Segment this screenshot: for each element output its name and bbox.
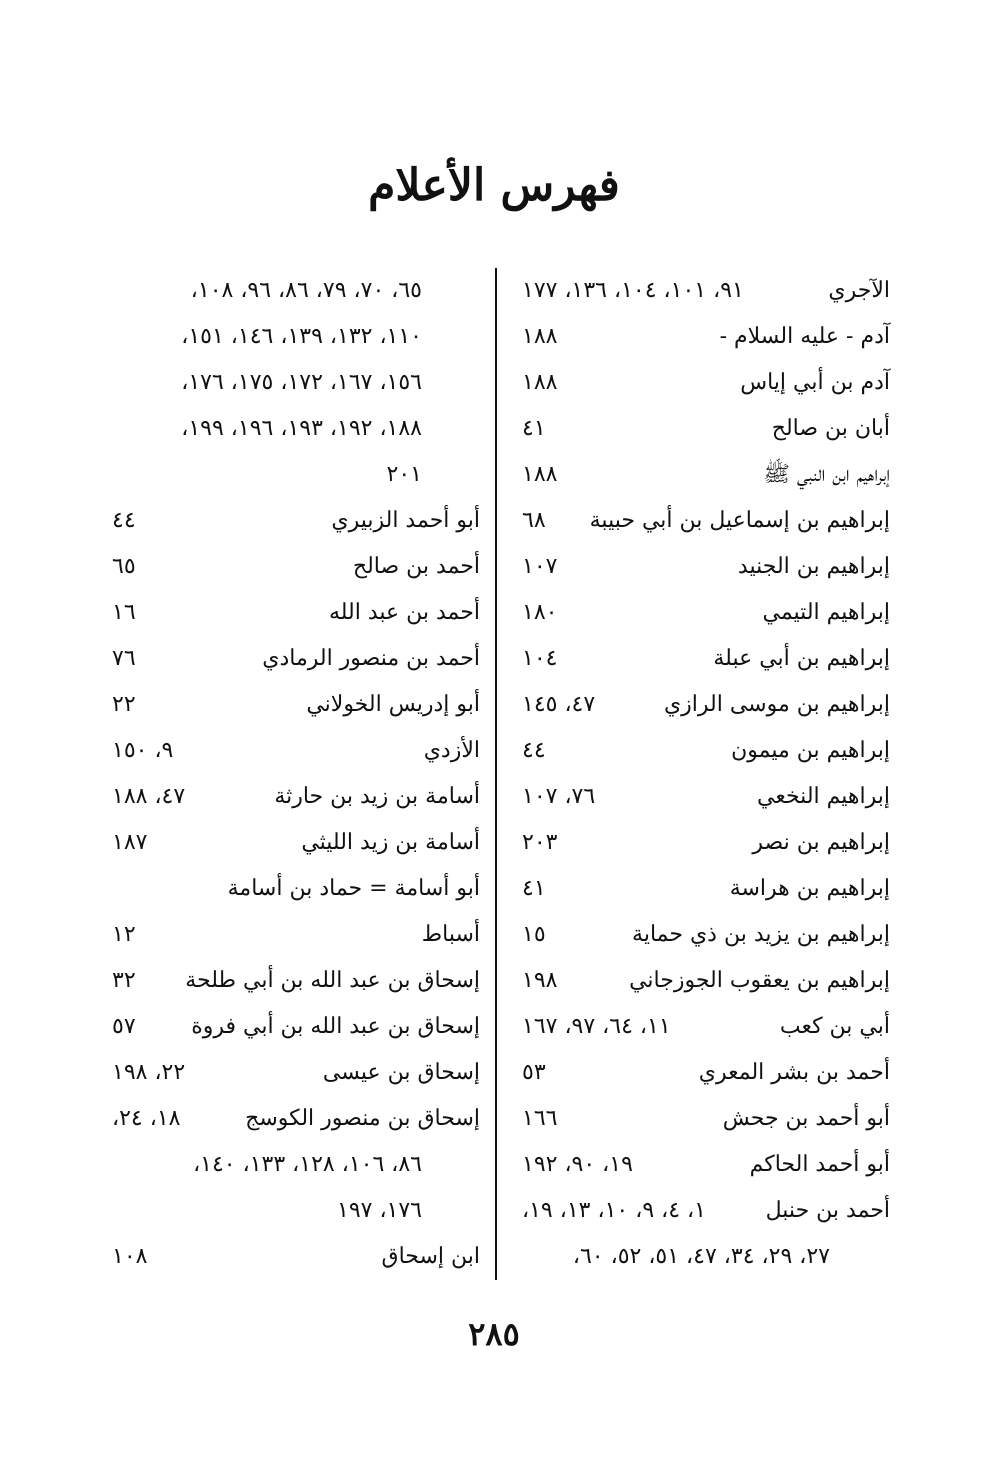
- index-entry: [510, 406, 890, 452]
- entry-name: أحمد بن بشر المعري: [698, 1060, 890, 1085]
- column-divider: [495, 268, 497, 1280]
- entry-pages: ٢٧، ٢٩، ٣٤، ٤٧، ٥١، ٥٢، ٦٠،: [572, 1244, 830, 1269]
- index-entry: [100, 268, 480, 314]
- index-entry: [100, 1050, 480, 1096]
- entry-name: إسحاق بن عبد الله بن أبي طلحة: [185, 968, 480, 993]
- entry-name: إسحاق بن عبد الله بن أبي فروة: [191, 1014, 480, 1039]
- index-entry: [510, 268, 890, 314]
- index-column-right: [510, 268, 890, 1280]
- entry-pages: ١٠٨: [112, 1244, 148, 1269]
- index-entry: [100, 1004, 480, 1050]
- entry-pages: ٢٠١: [386, 462, 422, 487]
- index-entry: [100, 360, 480, 406]
- index-entry: [510, 1142, 890, 1188]
- entry-name: إبراهيم بن هراسة: [729, 876, 890, 901]
- entry-name: أسامة بن زيد الليثي: [301, 830, 480, 855]
- index-entry: [100, 958, 480, 1004]
- entry-name: إبراهيم بن يعقوب الجوزجاني: [629, 968, 890, 993]
- entry-name: أبو أحمد الحاكم: [749, 1152, 890, 1177]
- index-entry: [100, 1234, 480, 1280]
- index-entry: [510, 636, 890, 682]
- index-entry: [510, 1188, 890, 1234]
- entry-name: إسحاق بن منصور الكوسج: [245, 1106, 480, 1131]
- entry-pages: ١١، ٦٤، ٩٧، ١٦٧: [522, 1014, 671, 1039]
- entry-name: إبراهيم النخعي: [757, 784, 890, 809]
- entry-pages: ٩١، ١٠١، ١٠٤، ١٣٦، ١٧٧: [522, 278, 744, 303]
- index-entry: [100, 682, 480, 728]
- entry-pages: ١٩، ٩٠، ١٩٢: [522, 1152, 633, 1177]
- entry-name: إبراهيم بن أبي عبلة: [713, 646, 890, 671]
- entry-name: أبو أحمد بن جحش: [722, 1106, 890, 1131]
- index-entry: [510, 1096, 890, 1142]
- index-entry: [510, 1004, 890, 1050]
- entry-name: ابن إسحاق: [381, 1244, 480, 1269]
- entry-name: إبراهيم بن موسى الرازي: [663, 692, 890, 717]
- index-entry: [100, 1142, 480, 1188]
- entry-pages: ١٥: [522, 922, 546, 947]
- page-number: ٢٨٥: [468, 1315, 520, 1353]
- entry-name: أبان بن صالح: [771, 416, 890, 441]
- entry-pages: ١٨، ٢٤،: [112, 1106, 181, 1131]
- entry-pages: ٤١: [522, 416, 546, 441]
- index-entry: [510, 314, 890, 360]
- entry-pages: ٥٧: [112, 1014, 136, 1039]
- entry-name: أسامة بن زيد بن حارثة: [274, 784, 480, 809]
- entry-pages: ٥٣: [522, 1060, 546, 1085]
- entry-name: إبراهيم بن الجنيد: [737, 554, 890, 579]
- entry-pages: ٨٦، ١٠٦، ١٢٨، ١٣٣، ١٤٠،: [193, 1152, 422, 1177]
- entry-pages: ١٦: [112, 600, 136, 625]
- entry-pages: ٤١: [522, 876, 546, 901]
- index-entry: [510, 866, 890, 912]
- entry-pages: ١٨٨: [522, 324, 558, 349]
- entry-pages: ١٩٨: [522, 968, 558, 993]
- entry-name: آدم بن أبي إياس: [740, 370, 890, 395]
- entry-name: أحمد بن عبد الله: [328, 600, 480, 625]
- index-entry: [100, 498, 480, 544]
- entry-pages: ١٧٦، ١٩٧: [337, 1198, 422, 1223]
- entry-pages: ٧٦، ١٠٧: [522, 784, 596, 809]
- index-entry: [100, 1188, 480, 1234]
- index-entry: [100, 452, 480, 498]
- entry-name: إسحاق بن عيسى: [322, 1060, 480, 1085]
- index-entry: [100, 1096, 480, 1142]
- entry-pages: ٤٤: [522, 738, 546, 763]
- index-entry: [510, 590, 890, 636]
- entry-pages: ١٢: [112, 922, 136, 947]
- entry-pages: ٢٢، ١٩٨: [112, 1060, 186, 1085]
- entry-pages: ٦٨: [522, 508, 546, 533]
- entry-name: أحمد بن منصور الرمادي: [262, 646, 480, 671]
- entry-pages: ٤٧، ١٨٨: [112, 784, 186, 809]
- entry-name: أبو إدريس الخولاني: [306, 692, 480, 717]
- entry-name: إبراهيم التيمي: [762, 600, 890, 625]
- entry-name: الأزدي: [423, 738, 480, 763]
- index-entry: [100, 866, 480, 912]
- entry-pages: ٦٥: [112, 554, 136, 579]
- entry-name: إبراهيم بن إسماعيل بن أبي حبيبة: [589, 508, 890, 533]
- index-entry: [100, 636, 480, 682]
- entry-pages: ١٠٤: [522, 646, 558, 671]
- entry-name: أبو أسامة = حماد بن أسامة: [227, 876, 480, 901]
- entry-pages: ٤٤: [112, 508, 136, 533]
- index-entry: [510, 682, 890, 728]
- index-entry: [100, 406, 480, 452]
- entry-pages: ٩، ١٥٠: [112, 738, 174, 763]
- entry-name: الآجري: [828, 278, 890, 303]
- index-entry: [100, 314, 480, 360]
- entry-name: أحمد بن حنبل: [765, 1198, 890, 1223]
- entry-name: إبراهيم ابن النبي ﷺ: [763, 462, 890, 487]
- index-entry: [510, 452, 890, 498]
- index-entry: [510, 728, 890, 774]
- index-entry: [100, 820, 480, 866]
- index-entry: [510, 958, 890, 1004]
- index-entry: [510, 774, 890, 820]
- entry-pages: ٦٥، ٧٠، ٧٩، ٨٦، ٩٦، ١٠٨،: [190, 278, 422, 303]
- entry-pages: ٢٢: [112, 692, 136, 717]
- entry-pages: ١، ٤، ٩، ١٠، ١٣، ١٩،: [522, 1198, 706, 1223]
- entry-pages: ٢٠٣: [522, 830, 558, 855]
- entry-name: آدم - عليه السلام -: [719, 324, 890, 349]
- entry-name: أبو أحمد الزبيري: [331, 508, 480, 533]
- entry-pages: ١٨٧: [112, 830, 148, 855]
- index-entry: [100, 544, 480, 590]
- index-entry: [510, 1234, 890, 1280]
- entry-pages: ١٦٦: [522, 1106, 558, 1131]
- index-entry: [510, 1050, 890, 1096]
- entry-pages: ٣٢: [112, 968, 136, 993]
- entry-name: إبراهيم بن ميمون: [731, 738, 890, 763]
- index-entry: [100, 774, 480, 820]
- entry-pages: ٧٦: [112, 646, 136, 671]
- entry-name: إبراهيم بن يزيد بن ذي حماية: [632, 922, 890, 947]
- entry-name: أسباط: [421, 922, 480, 947]
- index-entry: [510, 912, 890, 958]
- index-entry: [100, 728, 480, 774]
- index-entry: [100, 590, 480, 636]
- index-entry: [510, 360, 890, 406]
- entry-pages: ٤٧، ١٤٥: [522, 692, 596, 717]
- index-entry: [100, 912, 480, 958]
- entry-name: أبي بن كعب: [779, 1014, 890, 1039]
- index-entry: [510, 544, 890, 590]
- index-column-left: [100, 268, 480, 1280]
- entry-pages: ١٥٦، ١٦٧، ١٧٢، ١٧٥، ١٧٦،: [181, 370, 422, 395]
- entry-name: إبراهيم بن نصر: [752, 830, 890, 855]
- entry-pages: ١٨٨، ١٩٢، ١٩٣، ١٩٦، ١٩٩،: [181, 416, 422, 441]
- index-entry: [510, 820, 890, 866]
- entry-pages: ١٨٨: [522, 370, 558, 395]
- entry-pages: ١٨٨: [522, 462, 558, 487]
- entry-name: أحمد بن صالح: [352, 554, 480, 579]
- entry-pages: ١٨٠: [522, 600, 558, 625]
- page-title: فهرس الأعلام: [368, 160, 620, 211]
- entry-pages: ١٠٧: [522, 554, 558, 579]
- entry-pages: ١١٠، ١٣٢، ١٣٩، ١٤٦، ١٥١،: [181, 324, 422, 349]
- index-entry: [510, 498, 890, 544]
